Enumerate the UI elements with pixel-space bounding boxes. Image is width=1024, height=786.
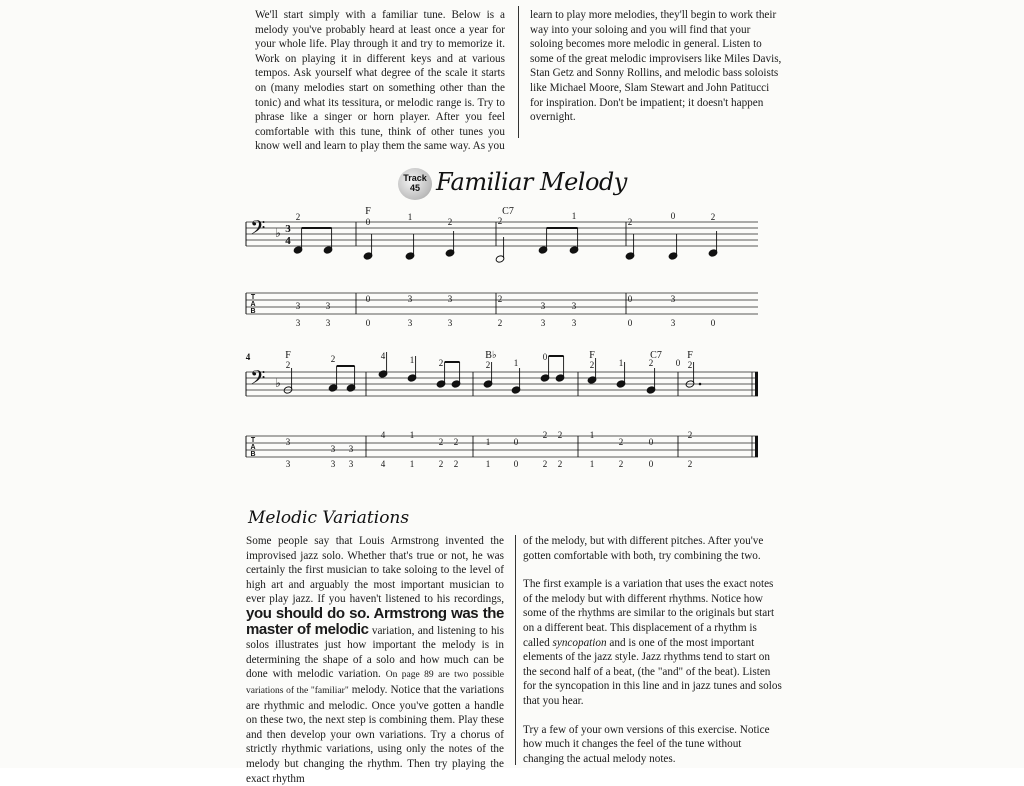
fingering-2-11: 0 bbox=[675, 358, 681, 368]
tab-finger-1-4: 3 bbox=[447, 318, 453, 328]
fingering-2-1: 2 bbox=[330, 354, 336, 364]
fingering-2-4: 2 bbox=[438, 358, 444, 368]
tab-finger-1-0: 3 bbox=[295, 318, 301, 328]
tab-finger-1-2: 0 bbox=[365, 318, 371, 328]
tab-fret-1-0: 3 bbox=[295, 301, 301, 311]
tab-fret-2-3: 4 bbox=[380, 430, 386, 440]
tab-fret-1-5: 2 bbox=[497, 294, 503, 304]
time-sig-bottom: 4 bbox=[285, 235, 291, 247]
tab-fret-2-11: 1 bbox=[589, 430, 595, 440]
fingering-2-6: 1 bbox=[513, 358, 519, 368]
fingering-2-7: 0 bbox=[542, 352, 548, 362]
tab-finger-1-9: 3 bbox=[670, 318, 676, 328]
tab-fret-2-14: 2 bbox=[687, 430, 693, 440]
bass-clef-1: 𝄢 bbox=[250, 218, 266, 244]
body-right-italic: syncopation bbox=[552, 636, 607, 649]
dot-2 bbox=[699, 383, 702, 386]
tab-fret-2-9: 2 bbox=[542, 430, 548, 440]
final-thick-bar bbox=[755, 372, 758, 396]
tab-fret-2-10: 2 bbox=[557, 430, 563, 440]
fingering-1-4: 2 bbox=[497, 216, 503, 226]
body-left-emphasis: you should do so. Armstrong was the master of melodic bbox=[246, 604, 504, 638]
tab-fret-2-4: 1 bbox=[409, 430, 415, 440]
tab-finger-1-3: 3 bbox=[407, 318, 413, 328]
tab-finger-2-7: 1 bbox=[485, 459, 491, 469]
tab-fret-2-12: 2 bbox=[618, 437, 624, 447]
tab-finger-1-6: 3 bbox=[540, 318, 546, 328]
track-number: 45 bbox=[409, 183, 420, 193]
tab-finger-2-5: 2 bbox=[438, 459, 444, 469]
tab-finger-2-10: 2 bbox=[557, 459, 563, 469]
tab-finger-2-0: 3 bbox=[285, 459, 291, 469]
tab-fret-2-5: 2 bbox=[438, 437, 444, 447]
tab-finger-1-8: 0 bbox=[627, 318, 633, 328]
tab-fret-2-6: 2 bbox=[453, 437, 459, 447]
fingering-1-0: 2 bbox=[295, 212, 301, 222]
tab-letter-2-2: B bbox=[250, 451, 256, 458]
score-system-1 bbox=[246, 206, 758, 328]
tab-finger-2-6: 2 bbox=[453, 459, 459, 469]
measure-number: 4 bbox=[245, 352, 251, 362]
chord-2-2: F bbox=[589, 350, 595, 361]
body-right-p3: Try a few of your own versions of this exercise. Notice how much it changes the feel of the tune without changing the actual melody notes. bbox=[523, 723, 770, 765]
fingering-1-3: 2 bbox=[447, 217, 453, 227]
body-right-column bbox=[523, 534, 785, 766]
chord-2-3: C7 bbox=[650, 350, 662, 361]
fingering-1-1: 0 bbox=[365, 217, 371, 227]
key-flat-1: ♭ bbox=[275, 226, 281, 240]
tab-finger-2-11: 1 bbox=[589, 459, 595, 469]
tab-letter-2-1: A bbox=[250, 444, 256, 451]
tab-finger-2-1: 3 bbox=[330, 459, 336, 469]
body-left-p1-end: melody. Notice that the variations are rhythmic and melodic. Once you've gotten a handle on these two, the next step is combining them. Play these and then develop your own variations. Try a chorus of strictly rhythmic variations, using only the notes of the melody but changing the rhythm. Then try playing the exact rhythm bbox=[246, 683, 505, 785]
fingering-1-2: 1 bbox=[407, 212, 413, 222]
chord-2-0: F bbox=[285, 350, 291, 361]
score-system-2 bbox=[246, 350, 758, 469]
tab-finger-2-13: 0 bbox=[648, 459, 654, 469]
tab-fret-1-8: 0 bbox=[627, 294, 633, 304]
tab-letter-1-2: B bbox=[250, 308, 256, 315]
body-left-column bbox=[246, 534, 504, 786]
tab-finger-2-9: 2 bbox=[542, 459, 548, 469]
fingering-2-5: 2 bbox=[485, 360, 491, 370]
fingering-2-10: 2 bbox=[648, 358, 654, 368]
column-divider-top bbox=[518, 6, 519, 138]
intro-left-column bbox=[255, 8, 505, 154]
fingering-2-2: 4 bbox=[380, 351, 386, 361]
fingering-2-0: 2 bbox=[285, 360, 291, 370]
tab-fret-1-2: 0 bbox=[365, 294, 371, 304]
chord-2-1: B♭ bbox=[485, 350, 497, 361]
body-left-p1: Some people say that Louis Armstrong invented the improvised jazz solo. Whether that's true or not, he was certainly the first musician to take soloing to the level of high art and arguably the most important musician to ever play jazz. If you haven't listened to his recordings, bbox=[246, 535, 504, 606]
tab-fret-2-1: 3 bbox=[330, 444, 336, 454]
body-right-p1: of the melody, but with different pitches. After you've gotten comfortable with both, try combining the two. bbox=[523, 535, 764, 562]
time-sig-top: 3 bbox=[285, 223, 291, 235]
page-title: Familiar Melody bbox=[436, 168, 627, 196]
tab-finger-1-5: 2 bbox=[497, 318, 503, 328]
chord-2-4: F bbox=[687, 350, 693, 361]
tab-letter-2-0: T bbox=[250, 437, 256, 444]
intro-right-column bbox=[530, 8, 782, 125]
intro-right-text: learn to play more melodies, they'll begin to work their way into your soloing and you will find that your soloing becomes more melodic in general. Listen to some of the great melodic improvisers like Miles Davis, Stan Getz and Sonny Rollins, and melodic bass soloists like Michael Moore, Slam Stewart and John Patitucci for inspiration. Don't be impatient; it doesn't happen overnight. bbox=[530, 9, 782, 124]
fingering-1-7: 0 bbox=[670, 211, 676, 221]
fingering-2-3: 1 bbox=[409, 355, 415, 365]
tab-finger-1-10: 0 bbox=[710, 318, 716, 328]
intro-left-text: We'll start simply with a familiar tune. Below is a melody you've probably heard at least once a year for your whole life. Play through it and try to memorize it. Work on playing it in different keys and at various tempos. Ask yourself what degree of the scale it starts on (many melodies start on something other than the tonic) and what its tessitura, or melodic range is. Try to phrase like a singer or horn player. After you feel comfortable with this tune, think of other tunes you know well and learn to play them the same way. As you bbox=[255, 9, 505, 153]
tab-fret-1-1: 3 bbox=[325, 301, 331, 311]
section-heading: Melodic Variations bbox=[248, 508, 410, 528]
track-label: Track bbox=[403, 173, 427, 183]
column-divider-bottom bbox=[515, 535, 516, 765]
tab-finger-1-7: 3 bbox=[571, 318, 577, 328]
tab-finger-2-4: 1 bbox=[409, 459, 415, 469]
tab-finger-2-2: 3 bbox=[348, 459, 354, 469]
tab-finger-2-12: 2 bbox=[618, 459, 624, 469]
tab-finger-2-3: 4 bbox=[380, 459, 386, 469]
tab-fret-1-4: 3 bbox=[447, 294, 453, 304]
tab-fret-1-3: 3 bbox=[407, 294, 413, 304]
tab-fret-1-7: 3 bbox=[571, 301, 577, 311]
tab-finger-2-14: 2 bbox=[687, 459, 693, 469]
fingering-2-8: 2 bbox=[589, 360, 595, 370]
tab-finger-1-1: 3 bbox=[325, 318, 331, 328]
chord-1-1: C7 bbox=[502, 206, 514, 217]
key-flat-2: ♭ bbox=[275, 376, 281, 390]
tab-fret-2-13: 0 bbox=[648, 437, 654, 447]
fingering-1-6: 2 bbox=[627, 217, 633, 227]
bass-clef-2: 𝄢 bbox=[250, 368, 266, 394]
body-left-p1-cont: variation, and listening to his solos illustrates just how important the melody is in determining the shape of a solo and how much can be done with melodic variation. bbox=[246, 624, 505, 681]
body-right-p2b: and is one of the most important elements of the jazz style. Jazz rhythms tend to start on the second half of a beat, (the "and" of the beat). Listen for the syncopation in this line and in jazz tunes and solos that you hear. bbox=[523, 636, 782, 707]
track-badge bbox=[398, 168, 434, 200]
chord-1-0: F bbox=[365, 206, 371, 217]
fingering-2-12: 2 bbox=[687, 360, 693, 370]
tab-finger-2-8: 0 bbox=[513, 459, 519, 469]
fingering-1-8: 2 bbox=[710, 212, 716, 222]
tab-fret-2-0: 3 bbox=[285, 437, 291, 447]
music-score bbox=[238, 200, 768, 480]
tab-letter-1-1: A bbox=[250, 301, 256, 308]
tab-final-thick-bar bbox=[755, 436, 758, 457]
tab-fret-2-8: 0 bbox=[513, 437, 519, 447]
tab-fret-2-7: 1 bbox=[485, 437, 491, 447]
tab-fret-1-9: 3 bbox=[670, 294, 676, 304]
fingering-1-5: 1 bbox=[571, 211, 577, 221]
tab-fret-1-6: 3 bbox=[540, 301, 546, 311]
tab-fret-2-2: 3 bbox=[348, 444, 354, 454]
body-left-small: On page 89 are two possible variations of the "familiar" bbox=[246, 670, 505, 696]
body-right-p2a: The first example is a variation that uses the exact notes of the melody but with different rhythms. Notice how some of the rhythms are similar to the originals but start on a different beat. This displacement of a rhythm is called bbox=[523, 578, 775, 649]
fingering-2-9: 1 bbox=[618, 358, 624, 368]
tab-letter-1-0: T bbox=[250, 294, 256, 301]
